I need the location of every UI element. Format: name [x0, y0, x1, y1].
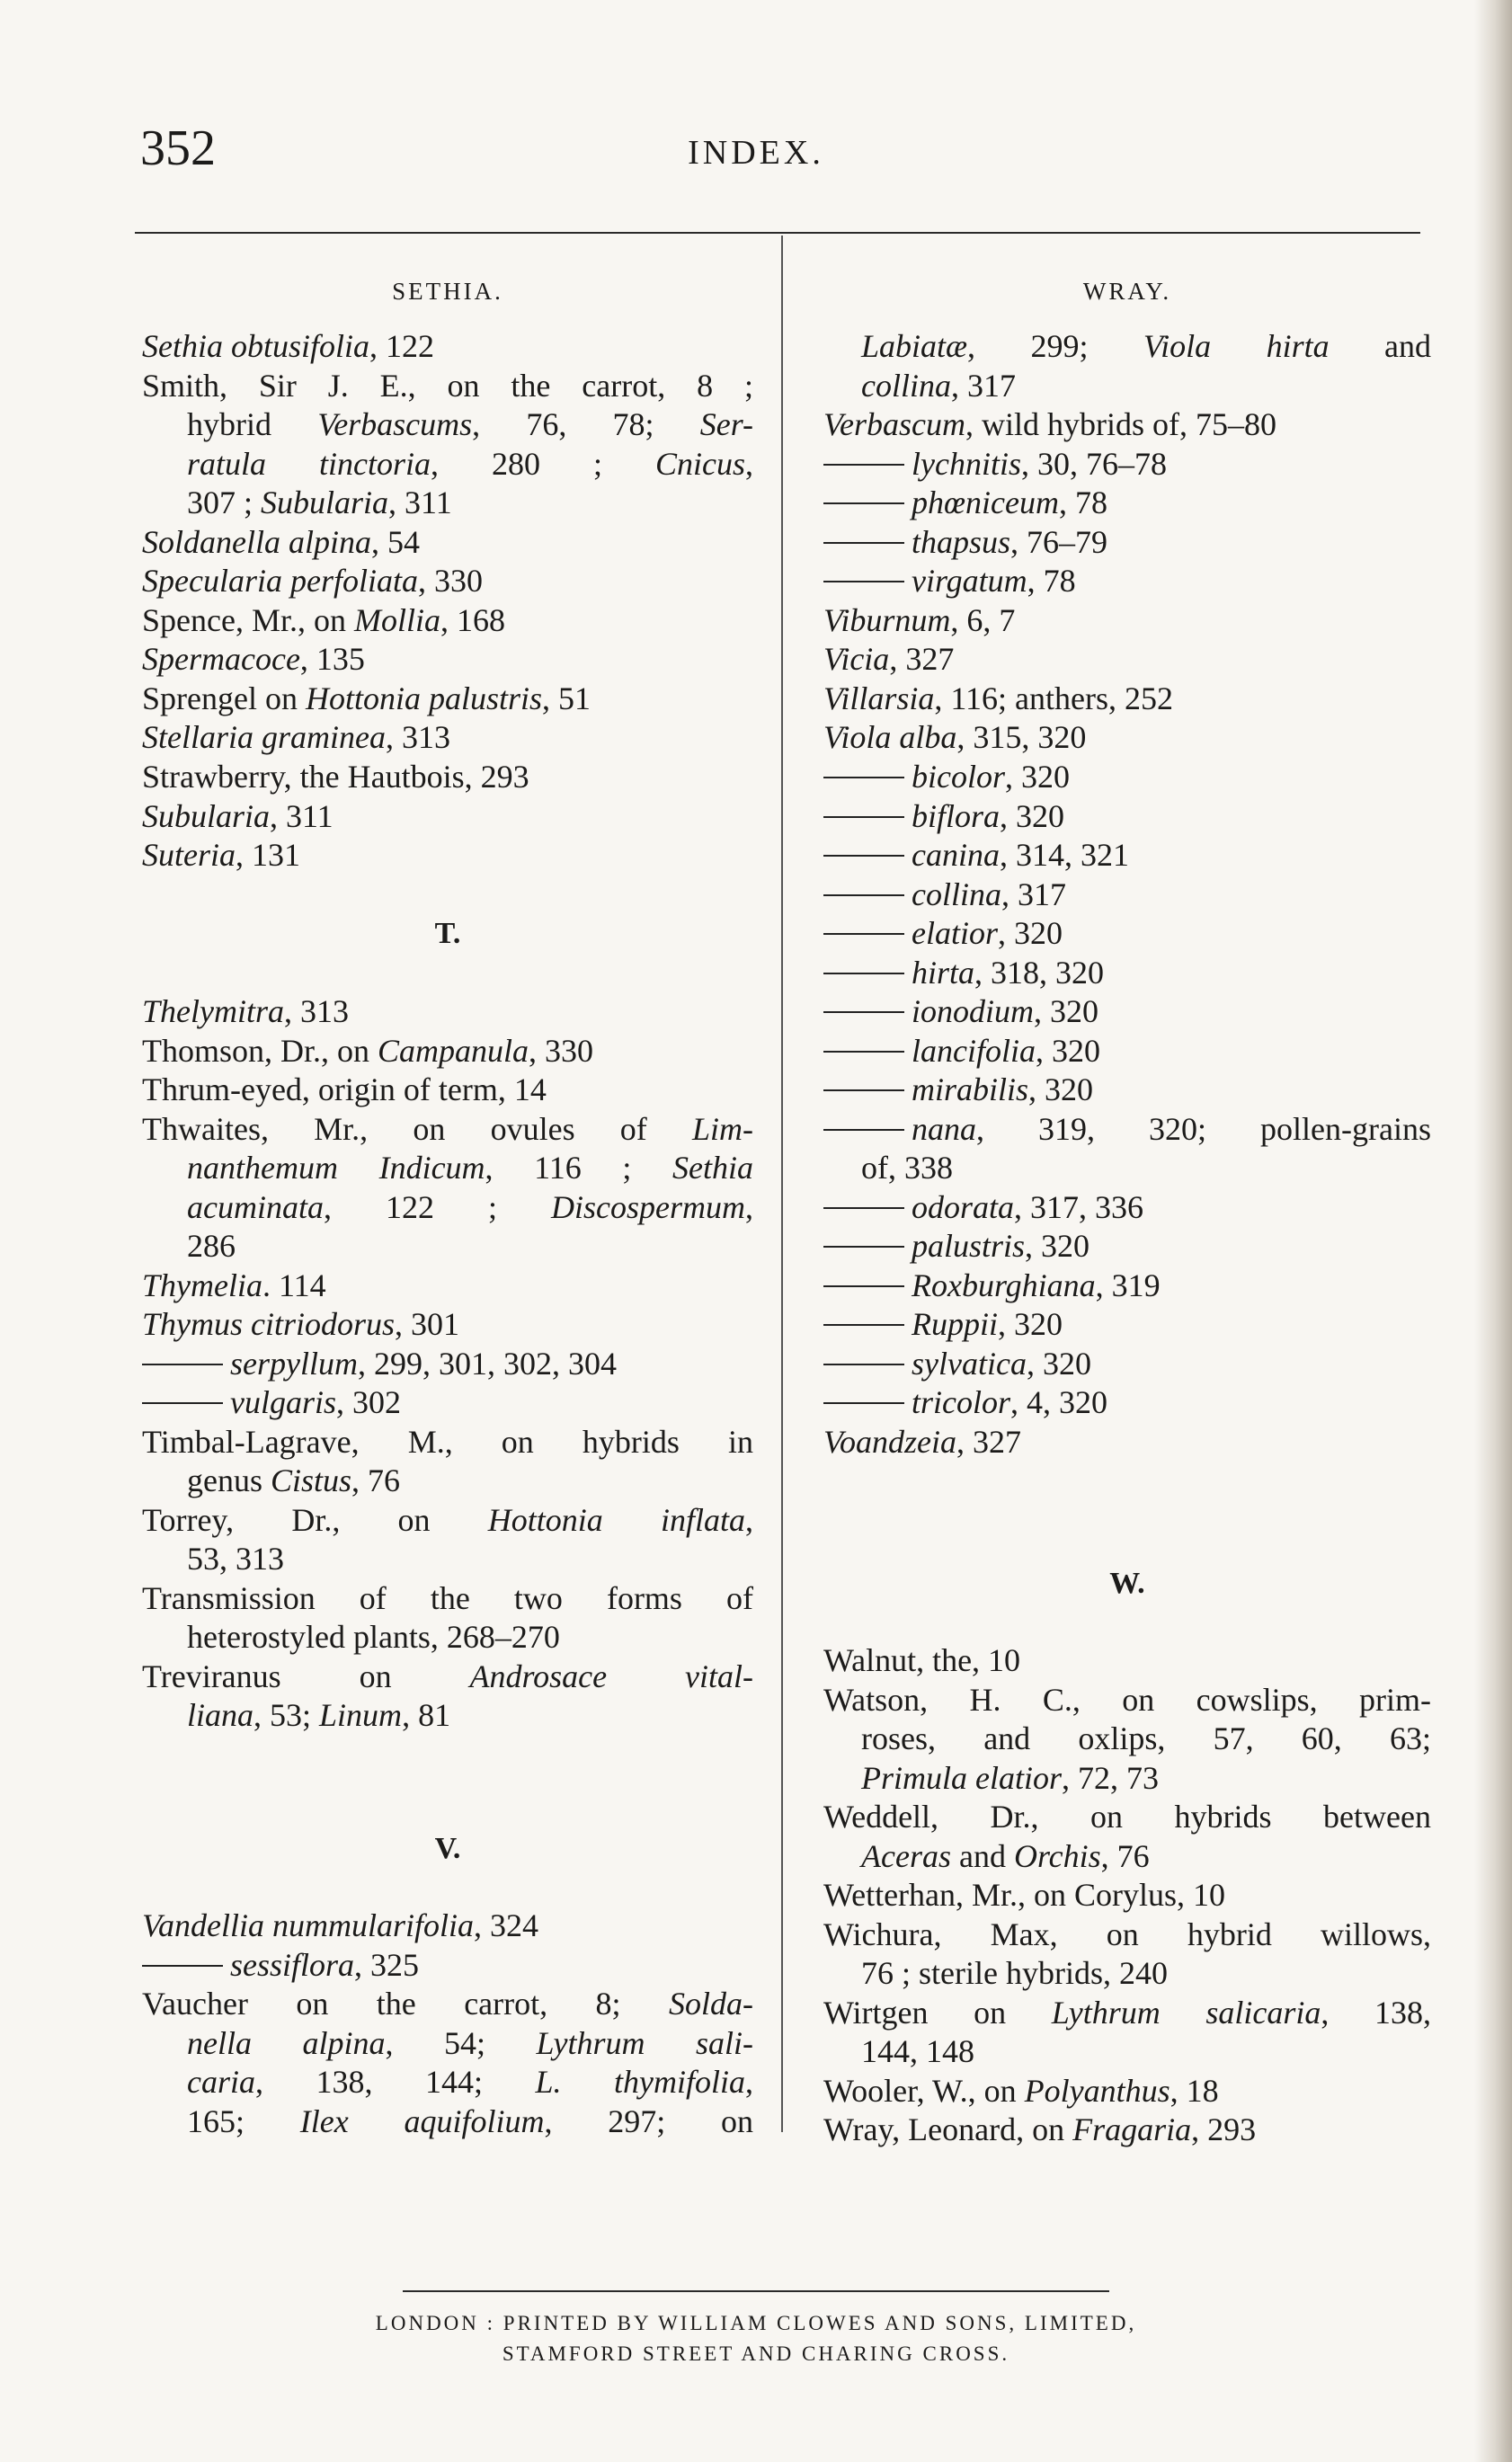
index-entry: Vaucher on the carrot, 8; Solda-	[142, 1986, 753, 2022]
index-subentry: ionodium, 320	[823, 991, 1098, 1031]
index-entry-continuation: 76 ; sterile hybrids, 240	[861, 1955, 1168, 1991]
section-letter: V.	[434, 1832, 461, 1865]
index-entry: Wetterhan, Mr., on Corylus, 10	[823, 1877, 1226, 1913]
ditto-dash	[823, 1051, 904, 1053]
index-entry-continuation: heterostyled plants, 268–270	[187, 1619, 560, 1655]
index-entry: Transmission of the two forms of	[142, 1580, 753, 1616]
ditto-dash	[823, 1207, 904, 1209]
ditto-dash	[142, 1965, 223, 1967]
printer-imprint-line-1: LONDON : PRINTED BY WILLIAM CLOWES AND SONS, LIMITED,	[375, 2312, 1137, 2334]
index-entry: Sethia obtusifolia, 122	[142, 328, 435, 364]
footer-rule	[403, 2290, 1109, 2292]
index-entry: Strawberry, the Hautbois, 293	[142, 759, 529, 795]
ditto-dash	[823, 464, 904, 466]
index-entry-continuation: roses, and oxlips, 57, 60, 63;	[861, 1720, 1431, 1756]
ditto-dash	[823, 1285, 904, 1287]
index-subentry: odorata, 317, 336	[823, 1187, 1143, 1227]
index-entry-continuation: nella alpina, 54; Lythrum sali-	[187, 2025, 753, 2061]
index-entry: Verbascum, wild hybrids of, 75–80	[823, 406, 1276, 442]
ditto-dash	[823, 542, 904, 544]
index-entry: Treviranus on Androsace vital-	[142, 1658, 753, 1694]
index-entry: Vicia, 327	[823, 641, 955, 677]
index-entry-continuation: nanthemum Indicum, 116 ; Sethia	[187, 1150, 753, 1186]
top-rule	[135, 232, 1420, 234]
index-entry: Subularia, 311	[142, 798, 334, 834]
section-letter: W.	[1109, 1567, 1145, 1600]
index-entry-continuation: acuminata, 122 ; Discospermum,	[187, 1189, 753, 1225]
index-entry-continuation: 144, 148	[861, 2033, 974, 2069]
index-subentry: lancifolia, 320	[823, 1031, 1100, 1071]
index-entry: Smith, Sir J. E., on the carrot, 8 ;	[142, 368, 753, 404]
index-entry: Thelymitra, 313	[142, 993, 349, 1029]
ditto-dash	[142, 1364, 223, 1365]
index-entry: Wooler, W., on Polyanthus, 18	[823, 2073, 1219, 2109]
column-headword: SETHIA.	[392, 278, 503, 305]
index-subentry: sylvatica, 320	[823, 1344, 1091, 1383]
index-entry: Walnut, the, 10	[823, 1642, 1021, 1678]
index-subentry: mirabilis, 320	[823, 1070, 1093, 1109]
index-subentry: nana, 319, 320; pollen-grains	[823, 1109, 1431, 1149]
ditto-dash	[823, 933, 904, 935]
index-entry: Stellaria graminea, 313	[142, 719, 450, 755]
column-divider	[781, 236, 783, 2132]
column-headword: WRAY.	[1082, 278, 1172, 305]
index-entry: Wichura, Max, on hybrid willows,	[823, 1916, 1431, 1952]
index-entry: Thymus citriodorus, 301	[142, 1306, 460, 1342]
index-entry-continuation: Aceras and Orchis, 76	[861, 1838, 1150, 1874]
index-entry-continuation: collina, 317	[861, 368, 1016, 404]
index-entry: Watson, H. C., on cowslips, prim-	[823, 1682, 1431, 1718]
index-subentry: hirta, 318, 320	[823, 953, 1104, 992]
index-entry: Sprengel on Hottonia palustris, 51	[142, 680, 591, 716]
index-entry-continuation: caria, 138, 144; L. thymifolia,	[187, 2064, 753, 2100]
index-subentry: biflora, 320	[823, 796, 1064, 836]
index-entry: Spermacoce, 135	[142, 641, 365, 677]
index-subentry: collina, 317	[823, 875, 1066, 914]
index-entry: Torrey, Dr., on Hottonia inflata,	[142, 1502, 753, 1538]
ditto-dash	[823, 973, 904, 974]
index-entry: Weddell, Dr., on hybrids between	[823, 1799, 1431, 1835]
index-subentry: sessiflora, 325	[142, 1945, 419, 1985]
index-entry: Villarsia, 116; anthers, 252	[823, 680, 1173, 716]
ditto-dash	[823, 1364, 904, 1365]
index-entry: Timbal-Lagrave, M., on hybrids in	[142, 1424, 753, 1460]
index-subentry: phœniceum, 78	[823, 483, 1107, 522]
index-entry: Thomson, Dr., on Campanula, 330	[142, 1033, 594, 1069]
ditto-dash	[823, 855, 904, 857]
page-number: 352	[140, 120, 216, 176]
index-entry: Thrum-eyed, origin of term, 14	[142, 1071, 547, 1107]
section-letter: T.	[434, 917, 461, 950]
index-subentry: bicolor, 320	[823, 757, 1070, 796]
index-entry-continuation: 307 ; Subularia, 311	[187, 484, 452, 520]
index-entry-continuation: hybrid Verbascums, 76, 78; Ser-	[187, 406, 753, 442]
index-entry-continuation: ratula tinctoria, 280 ; Cnicus,	[187, 446, 753, 482]
index-entry: Viburnum, 6, 7	[823, 602, 1016, 638]
ditto-dash	[823, 1089, 904, 1091]
ditto-dash	[823, 1402, 904, 1404]
index-entry: Soldanella alpina, 54	[142, 524, 420, 560]
ditto-dash	[142, 1402, 223, 1404]
ditto-dash	[823, 1011, 904, 1013]
index-entry: Vandellia nummularifolia, 324	[142, 1907, 538, 1943]
index-entry-continuation: 53, 313	[187, 1541, 284, 1577]
index-entry: Specularia perfoliata, 330	[142, 563, 483, 599]
index-subentry: elatior, 320	[823, 913, 1063, 953]
index-entry-continuation: of, 338	[861, 1150, 953, 1186]
index-entry: Wirtgen on Lythrum salicaria, 138,	[823, 1995, 1431, 2031]
index-entry-continuation: liana, 53; Linum, 81	[187, 1697, 451, 1733]
index-subentry: canina, 314, 321	[823, 835, 1129, 875]
running-head: INDEX.	[688, 134, 824, 172]
ditto-dash	[823, 1246, 904, 1248]
index-entry: Voandzeia, 327	[823, 1424, 1021, 1460]
printer-imprint-line-2: STAMFORD STREET AND CHARING CROSS.	[502, 2342, 1010, 2365]
index-entry: Thymelia. 114	[142, 1267, 326, 1303]
ditto-dash	[823, 581, 904, 582]
index-subentry: Roxburghiana, 319	[823, 1266, 1161, 1305]
index-subentry: serpyllum, 299, 301, 302, 304	[142, 1344, 617, 1383]
ditto-dash	[823, 502, 904, 504]
index-subentry: palustris, 320	[823, 1226, 1090, 1266]
index-entry: Viola alba, 315, 320	[823, 719, 1087, 755]
index-entry: Spence, Mr., on Mollia, 168	[142, 602, 505, 638]
index-subentry: virgatum, 78	[823, 561, 1076, 600]
ditto-dash	[823, 1129, 904, 1131]
page-edge-shadow	[1474, 0, 1512, 2462]
ditto-dash	[823, 816, 904, 818]
index-subentry: vulgaris, 302	[142, 1382, 401, 1422]
index-subentry: lychnitis, 30, 76–78	[823, 444, 1167, 484]
index-subentry: thapsus, 76–79	[823, 522, 1107, 562]
index-subentry: tricolor, 4, 320	[823, 1382, 1107, 1422]
index-entry: Thwaites, Mr., on ovules of Lim-	[142, 1111, 753, 1147]
index-entry-continuation: Primula elatior, 72, 73	[861, 1760, 1159, 1796]
index-entry-continuation: 286	[187, 1228, 236, 1264]
index-entry-continuation: 165; Ilex aquifolium, 297; on	[187, 2103, 753, 2139]
index-entry: Wray, Leonard, on Fragaria, 293	[823, 2111, 1257, 2147]
index-entry-continuation: genus Cistus, 76	[187, 1462, 401, 1498]
index-subentry: Ruppii, 320	[823, 1304, 1063, 1344]
index-entry: Suteria, 131	[142, 837, 300, 873]
ditto-dash	[823, 777, 904, 778]
ditto-dash	[823, 1324, 904, 1326]
ditto-dash	[823, 894, 904, 896]
index-entry-continuation: Labiatæ, 299; Viola hirta and	[861, 328, 1431, 364]
